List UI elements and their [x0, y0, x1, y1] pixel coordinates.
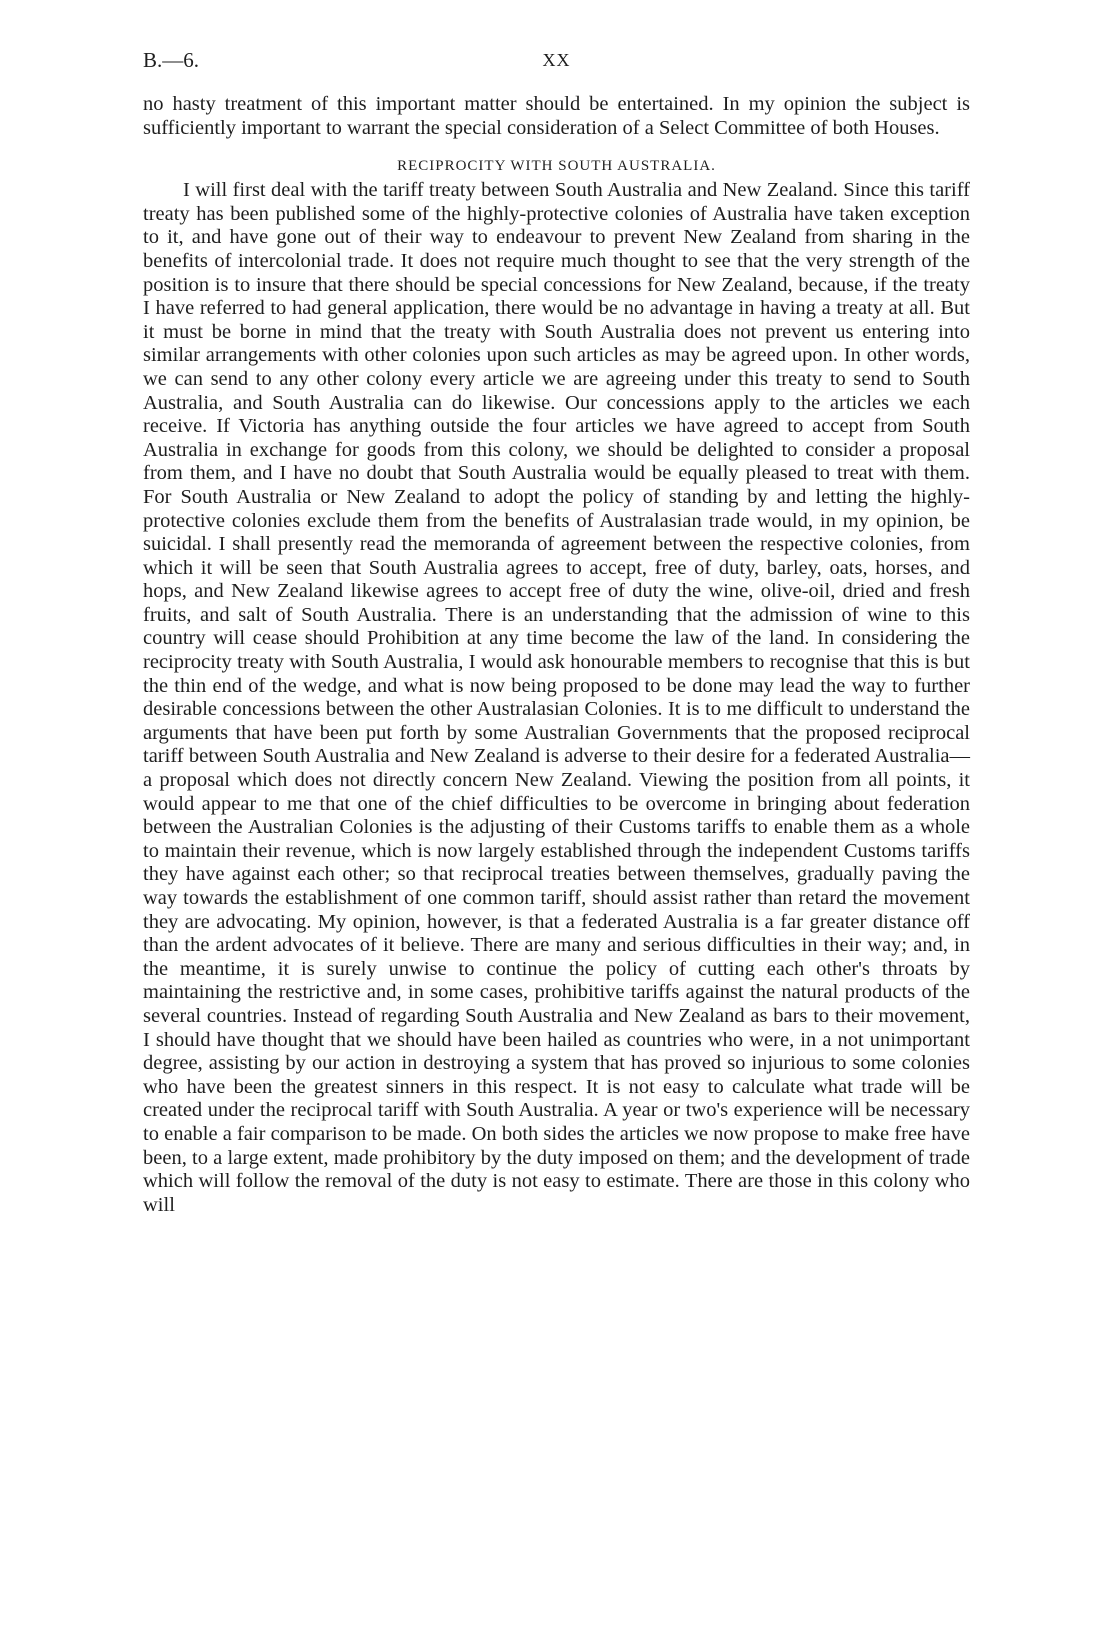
document-body	[143, 93, 970, 1217]
intro-paragraph: no hasty treatment of this important matter should be entertained. In my opinion the subject is sufficiently important to warrant the special consideration of a Select Committee of both Houses.	[143, 93, 970, 139]
document-reference: B.—6.	[143, 48, 200, 72]
page-number: XX	[542, 50, 571, 70]
section-heading: RECIPROCITY WITH SOUTH AUSTRALIA.	[397, 158, 716, 175]
main-paragraph: I will first deal with the tariff treaty between South Australia and New Zealand. Since this tariff treaty has been published some of the highly-protective colonies of Australia have taken exception to it, and have gone out of their way to endeavour to prevent New Zealand from sharing in the benefits of intercolonial trade. It does not require much thought to see that the very strength of the position is to insure that there should be special concessions for New Zealand, because, if the treaty I have referred to had general application, there would be no advantage in having a treaty at all. But it must be borne in mind that the treaty with South Australia does not prevent us entering into similar arrangements with other colonies upon such articles as may be agreed upon. In other words, we can send to any other colony every article we are agreeing under this treaty to send to South Australia, and South Australia can do likewise. Our concessions apply to the articles we each receive. If Victoria has anything outside the four articles we have agreed to accept from South Australia in exchange for goods from this colony, we should be delighted to consider a proposal from them, and I have no doubt that South Australia would be equally pleased to treat with them. For South Australia or New Zealand to adopt the policy of standing by and letting the highly-protective colonies exclude them from the benefits of Australasian trade would, in my opinion, be suicidal. I shall presently read the memoranda of agreement between the respective colonies, from which it will be seen that South Australia agrees to accept, free of duty, barley, oats, horses, and hops, and New Zealand likewise agrees to accept free of duty the wine, olive-oil, dried and fresh fruits, and salt of South Australia. There is an understanding that the admission of wine to this country will cease should Prohibition at any time become the law of the land. In considering the reciprocity treaty with South Australia, I would ask honourable members to recognise that this is but the thin end of the wedge, and what is now being proposed to be done may lead the way to further desirable concessions between the other Australasian Colonies. It is to me difficult to understand the arguments that have been put forth by some Australian Governments that the proposed reciprocal tariff between South Australia and New Zealand is adverse to their desire for a federated Australia—a proposal which does not directly concern New Zealand. Viewing the position from all points, it would appear to me that one of the chief difficulties to be overcome in bringing about federation between the Australian Colonies is the adjusting of their Customs tariffs to enable them as a whole to maintain their revenue, which is now largely established through the independent Customs tariffs they have against each other; so that reciprocal treaties between themselves, gradually paving the way towards the establishment of one common tariff, should assist rather than retard the movement they are advocating. My opinion, however, is that a federated Australia is a far greater distance off than the ardent advocates of it believe. There are many and serious difficulties in their way; and, in the meantime, it is surely unwise to continue the policy of cutting each other's throats by maintaining the restrictive and, in some cases, prohibitive tariffs against the natural products of the several countries. Instead of regarding South Australia and New Zealand as bars to their movement, I should have thought that we should have been hailed as countries who were, in a not unimportant degree, assisting by our action in destroying a system that has proved so injurious to some colonies who have been the greatest sinners in this respect. It is not easy to calculate what trade will be created under the reciprocal tariff with South Australia. A year or two's experience will be necessary to enable a fair comparison to be made. On both sides the articles we now propose to make free have been, to a large extent, made prohibitory by the duty imposed on them; and the development of trade which will follow the removal of the duty is not easy to estimate. There are those in this colony who will	[143, 179, 970, 1216]
page-header	[143, 48, 970, 78]
